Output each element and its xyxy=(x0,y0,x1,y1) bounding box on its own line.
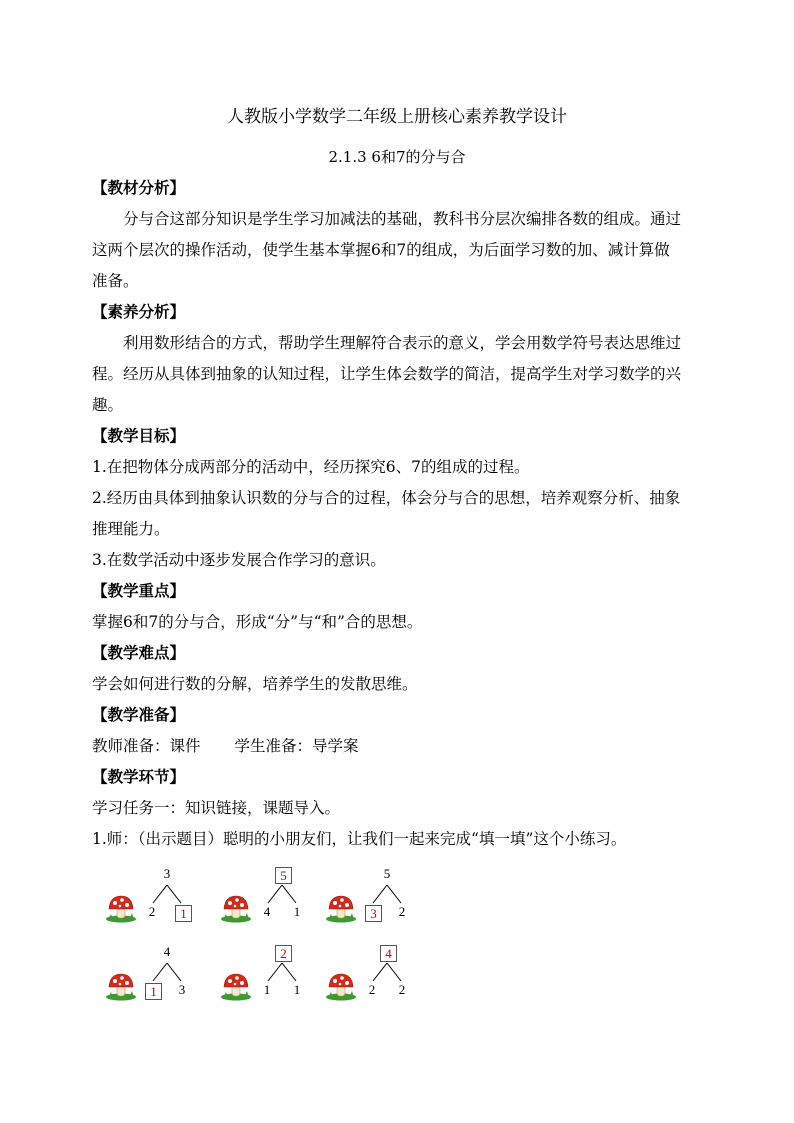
section-heading-objectives: 【教学目标】 xyxy=(92,426,186,445)
tree-left-number: 2 xyxy=(368,982,376,997)
tree-right-number: 2 xyxy=(398,904,406,919)
tree-top-number: 5 xyxy=(275,867,292,884)
paragraph-line: 程。经历从具体到抽象的认知过程，让学生体会数学的简洁，提高学生对学习数学的兴 xyxy=(92,365,682,383)
mushroom-icon xyxy=(105,893,137,923)
number-tree xyxy=(105,943,215,1003)
mushroom-icon xyxy=(325,893,357,923)
tree-right-number: 1 xyxy=(293,904,301,919)
paragraph-line: 分与合这部分知识是学生学习加减法的基础，教科书分层次编排各数的组成。通过 xyxy=(123,210,682,228)
objective-line: 1.在把物体分成两部分的活动中，经历探究6、7的组成的过程。 xyxy=(92,458,530,476)
section-heading-literacy-analysis: 【素养分析】 xyxy=(92,302,186,321)
number-tree xyxy=(105,865,215,925)
student-preparation: 学生准备：导学案 xyxy=(234,737,359,755)
section-heading-textbook-analysis: 【教材分析】 xyxy=(92,178,186,197)
number-tree xyxy=(220,943,330,1003)
mushroom-icon xyxy=(325,971,357,1001)
paragraph-line: 准备。 xyxy=(92,272,139,290)
teacher-preparation: 教师准备：课件 xyxy=(92,737,201,755)
tree-top-number: 4 xyxy=(380,945,397,962)
preparation-line xyxy=(92,736,704,756)
fill-in-exercise-area xyxy=(95,860,435,1010)
objective-line: 3.在数学活动中逐步发展合作学习的意识。 xyxy=(92,551,386,569)
section-heading-key-points: 【教学重点】 xyxy=(92,581,186,600)
section-heading-difficulties: 【教学难点】 xyxy=(92,643,186,662)
tree-right-number: 1 xyxy=(293,982,301,997)
tree-top-number: 4 xyxy=(163,944,171,959)
number-tree xyxy=(220,865,330,925)
process-line: 学习任务一：知识链接，课题导入。 xyxy=(92,799,341,817)
tree-left-number: 1 xyxy=(145,983,162,1000)
tree-left-number: 3 xyxy=(365,905,382,922)
tree-top-number: 5 xyxy=(383,866,391,881)
tree-left-number: 1 xyxy=(263,982,271,997)
tree-top-number: 2 xyxy=(275,945,292,962)
section-heading-preparation: 【教学准备】 xyxy=(92,705,186,724)
objective-line: 推理能力。 xyxy=(92,520,170,538)
tree-top-number: 3 xyxy=(163,866,171,881)
document-title: 人教版小学数学二年级上册核心素养教学设计 xyxy=(227,107,567,127)
objective-line: 2.经历由具体到抽象认识数的分与合的过程，体会分与合的思想，培养观察分析、抽象 xyxy=(92,489,681,507)
tree-right-number: 1 xyxy=(175,905,192,922)
tree-left-number: 2 xyxy=(148,904,156,919)
tree-right-number: 2 xyxy=(398,982,406,997)
process-line: 1.师：（出示题目）聪明的小朋友们，让我们一起来完成“填一填”这个小练习。 xyxy=(92,830,627,848)
paragraph-line: 利用数形结合的方式，帮助学生理解符合表示的意义，学会用数学符号表达思维过 xyxy=(123,334,682,352)
paragraph-line: 趣。 xyxy=(92,396,124,414)
paragraph-line: 这两个层次的操作活动，使学生基本掌握6和7的组成，为后面学习数的加、减计算做 xyxy=(92,241,670,259)
mushroom-icon xyxy=(220,971,252,1001)
mushroom-icon xyxy=(220,893,252,923)
number-tree xyxy=(325,943,435,1003)
number-tree xyxy=(325,865,435,925)
tree-right-number: 3 xyxy=(178,982,186,997)
key-point-line: 掌握6和7的分与合，形成“分”与“和”合的思想。 xyxy=(92,613,423,631)
difficulty-line: 学会如何进行数的分解，培养学生的发散思维。 xyxy=(92,675,418,693)
document-subtitle: 2.1.3 6和7的分与合 xyxy=(328,148,466,166)
tree-left-number: 4 xyxy=(263,904,271,919)
mushroom-icon xyxy=(105,971,137,1001)
section-heading-process: 【教学环节】 xyxy=(92,767,186,786)
